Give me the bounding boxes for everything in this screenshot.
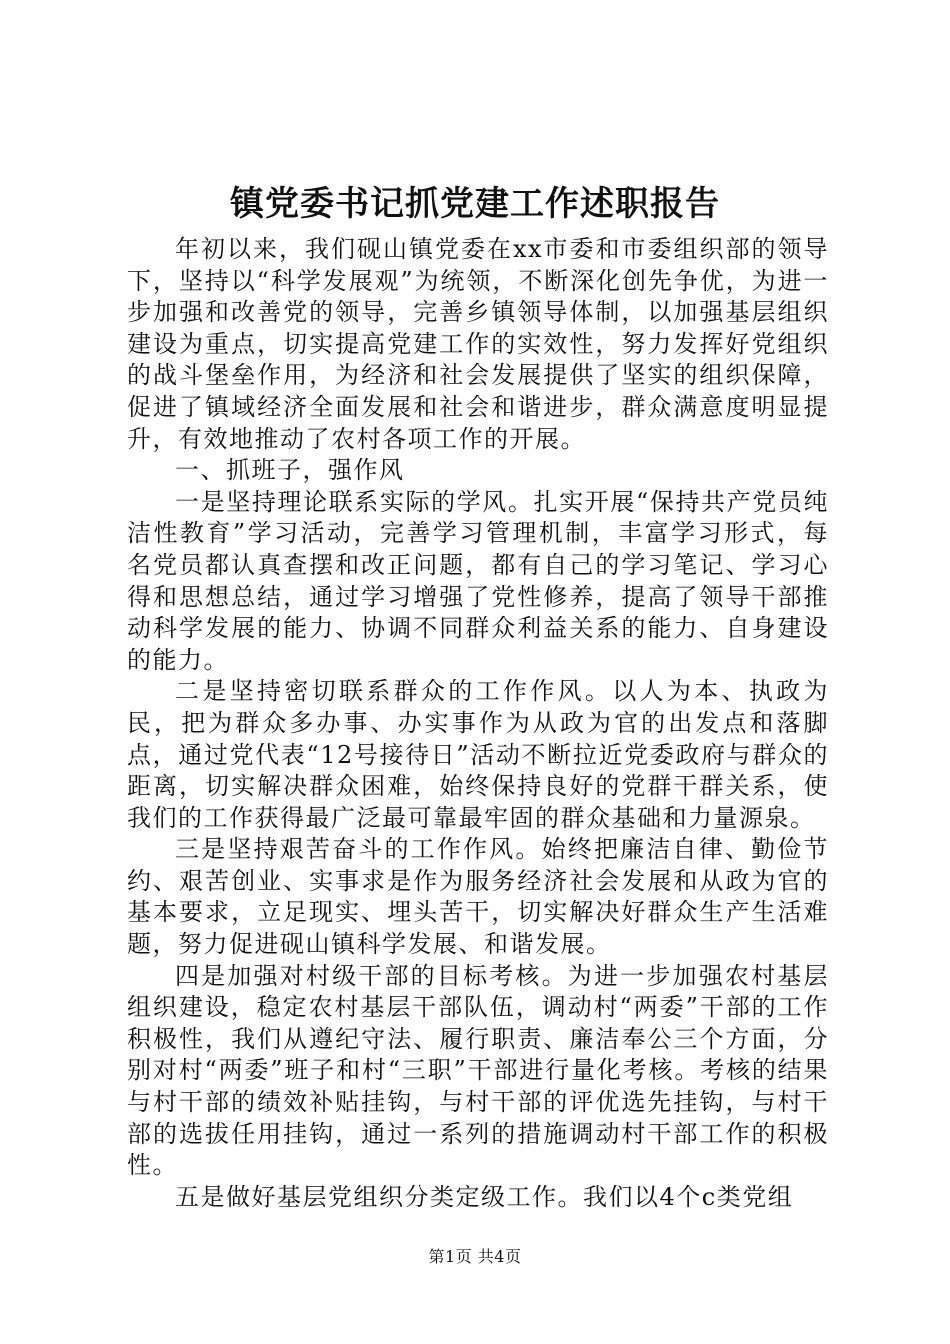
document-title: 镇党委书记抓党建工作述职报告 — [230, 184, 720, 224]
paragraph-point-4: 四是加强对村级干部的目标考核。为进一步加强农村基层组织建设，稳定农村基层干部队伍，调动村“两委”干部的工作积极性，我们从遵纪守法、履行职责、廉洁奉公三个方面，分别对村“两委”班子和村“三职”干部进行量化考核。考核的结果与村干部的绩效补贴挂钩，与村干部的评优选先挂钩，与村干部的选拔任用挂钩，通过一系列的措施调动村干部工作的积极性。 — [127, 961, 829, 1180]
paragraph-point-5: 五是做好基层党组织分类定级工作。我们以4个c类党组 — [175, 1182, 794, 1211]
page-footer: 第1页 共4页 — [428, 1247, 522, 1266]
paragraph-point-3: 三是坚持艰苦奋斗的工作作风。始终把廉洁自律、勤俭节约、艰苦创业、实事求是作为服务经济社会发展和从政为官的基本要求，立足现实、埋头苦干，切实解决好群众生产生活难题，努力促进砚山镇科学发展、和谐发展。 — [127, 835, 829, 959]
paragraph-point-2: 二是坚持密切联系群众的工作作风。以人为本、执政为民，把为群众多办事、办实事作为从政为官的出发点和落脚点，通过党代表“12号接待日”活动不断拉近党委政府与群众的距离，切实解决群众困难，始终保持良好的党群干群关系，使我们的工作获得最广泛最可靠最牢固的群众基础和力量源泉。 — [127, 677, 829, 832]
document-body — [127, 234, 829, 1213]
paragraph-point-1: 一是坚持理论联系实际的学风。扎实开展“保持共产党员纯洁性教育”学习活动，完善学习管理机制，丰富学习形式，每名党员都认真查摆和改正问题，都有自己的学习笔记、学习心得和思想总结，通过学习增强了党性修养，提高了领导干部推动科学发展的能力、协调不同群众利益关系的能力、自身建设的能力。 — [127, 487, 829, 674]
section-heading: 一、抓班子，强作风 — [175, 456, 405, 485]
paragraph-intro: 年初以来，我们砚山镇党委在xx市委和市委组织部的领导下，坚持以“科学发展观”为统领，不断深化创先争优，为进一步加强和改善党的领导，完善乡镇领导体制，以加强基层组织建设为重点，切实提高党建工作的实效性，努力发挥好党组织的战斗堡垒作用，为经济和社会发展提供了坚实的组织保障，促进了镇域经济全面发展和社会和谐进步，群众满意度明显提升，有效地推动了农村各项工作的开展。 — [127, 235, 829, 453]
